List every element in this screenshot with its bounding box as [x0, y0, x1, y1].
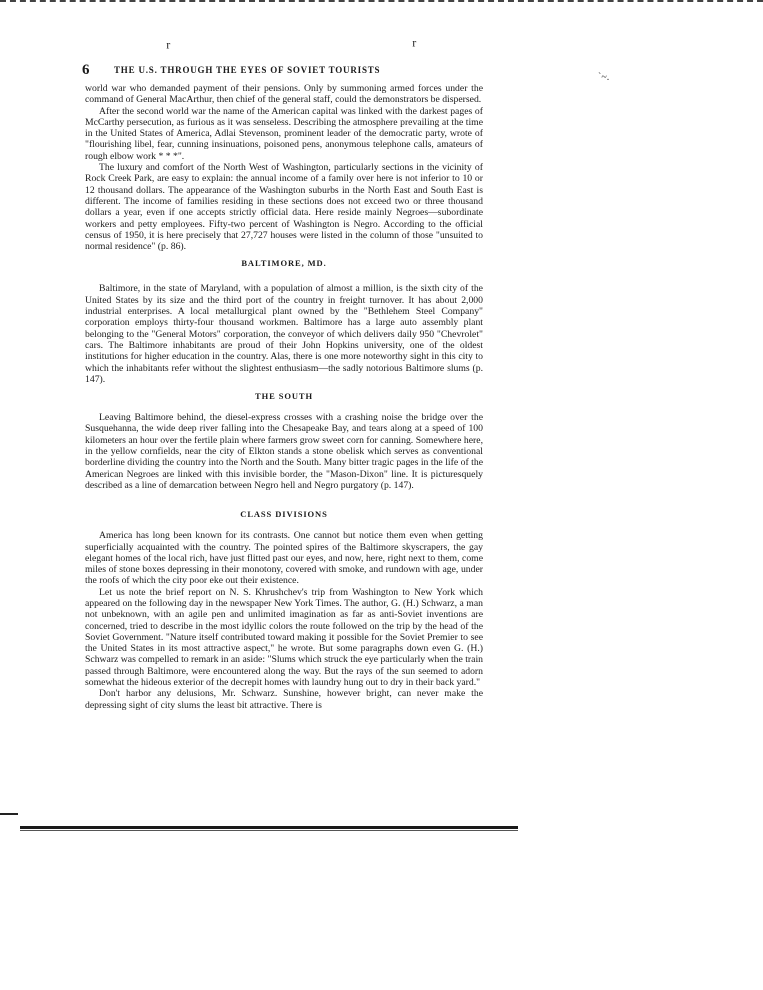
page-number: 6	[82, 62, 90, 78]
scan-mark-left: ʳ	[166, 37, 171, 59]
bottom-rule-shadow	[20, 830, 518, 831]
scan-mark-right: ʳ	[412, 35, 417, 57]
page-header	[82, 62, 502, 78]
paragraph-schwarz: Don't harbor any delusions, Mr. Schwarz. Sunshine, however bright, can never make the depressing sight of city slums the least bit attractive. There is	[85, 688, 483, 711]
running-head: THE U.S. THROUGH THE EYES OF SOVIET TOURISTS	[114, 65, 381, 75]
paragraph-washington-sections: The luxury and comfort of the North West of Washington, particularly sections in the vicinity of Rock Creek Park, are easy to explain: the annual income of a family over here is not inferior to 10 or 12 thousand dollars. The appearance of the Washington suburbs in the North East and South East is different. The income of families residing in these sections does not exceed two or three thousand dollars a year, even if one accepts strictly official data. Here reside mainly Negroes—subordinate workers and petty employees. Fifty-two percent of Washington is Negro. According to the official census of 1950, it is here precisely that 27,727 houses were listed in the column of those "unsuited to normal residence" (p. 86).	[85, 162, 483, 253]
scan-edge-mark	[0, 813, 18, 815]
paragraph-pensions: world war who demanded payment of their pensions. Only by summoning armed forces under the command of General MacArthur, then chief of the general staff, could the demonstrators be dispersed.	[85, 83, 483, 106]
section-heading-baltimore: BALTIMORE, MD.	[241, 258, 327, 269]
paragraph-baltimore: Baltimore, in the state of Maryland, with a population of almost a million, is the sixth city of the United States by its size and the third port of the country in freight turnover. It has about 2,000 industrial enterprises. A local metallurgical plant owned by the "Bethlehem Steel Company" corporation employs thirty-four thousand workmen. Baltimore has a large auto assembly plant belonging to the "General Motors" corporation, the conveyor of which delivers daily 950 "Chevrolet" cars. The Baltimore inhabitants are proud of their John Hopkins university, one of the oldest institutions for higher education in the country. Alas, there is one more noteworthy sight in this city to which the inhabitants refer without the slightest enthusiasm—the sadly notorious Baltimore slums (p. 147).	[85, 283, 483, 385]
page-top-border	[0, 0, 763, 9]
paragraph-contrasts: America has long been known for its contrasts. One cannot but notice them even when getting superficially acquainted with the country. The pointed spires of the Baltimore skyscrapers, the gay elegant homes of the local rich, have just flitted past our eyes, and now, here, right next to them, come miles of stone boxes depressing in their monotony, covered with smoke, and rundown with age, under the roofs of which the city poor eke out their existence.	[85, 530, 483, 587]
section-heading-south: THE SOUTH	[255, 391, 313, 402]
section-heading-class-divisions: CLASS DIVISIONS	[240, 509, 328, 520]
page-body	[85, 83, 483, 711]
scan-speck: `~.	[598, 72, 610, 83]
paragraph-mccarthy: After the second world war the name of the American capital was linked with the darkest pages of McCarthy persecution, as furious as it was senseless. Describing the atmosphere prevailing at the time in the United States of America, Adlai Stevenson, prominent leader of the democratic party, wrote of "flourishing libel, fear, cunning insinuations, poisoned pens, anonymous telephone calls, amateurs of rough elbow work * * *".	[85, 105, 483, 162]
bottom-rule	[20, 826, 518, 829]
paragraph-south: Leaving Baltimore behind, the diesel-express crosses with a crashing noise the bridge over the Susquehanna, the wide deep river falling into the Chesapeake Bay, and tears along at a speed of 100 kilometers an hour over the fertile plain where farmers grow sweet corn for canning. Somewhere here, in the yellow cornfields, near the city of Elkton stands a stone obelisk which serves as conventional borderline dividing the country into the North and the South. Many bitter tragic pages in the life of the American Negroes are linked with this invisible border, the "Mason-Dixon" line. It is picturesquely described as a line of demarcation between Negro hell and Negro purgatory (p. 147).	[85, 412, 483, 491]
paragraph-khrushchev-trip: Let us note the brief report on N. S. Khrushchev's trip from Washington to New York which appeared on the following day in the newspaper New York Times. The author, G. (H.) Schwarz, a man not unbeknown, with an agile pen and unlimited imagination as far as anti-Soviet inventions are concerned, tried to describe in the most idyllic colors the route followed on the trip by the head of the Soviet Government. "Nature itself contributed toward making it possible for the Soviet Premier to see the United States in its most attractive aspect," he wrote. But some paragraphs down even G. (H.) Schwarz was compelled to remark in an aside: "Slums which struck the eye particularly when the train passed through Baltimore, were encountered along the way. But the rays of the sun seemed to adorn somewhat the hideous exterior of the decrepit homes with laundry hung out to dry in their back yard."	[85, 586, 483, 689]
